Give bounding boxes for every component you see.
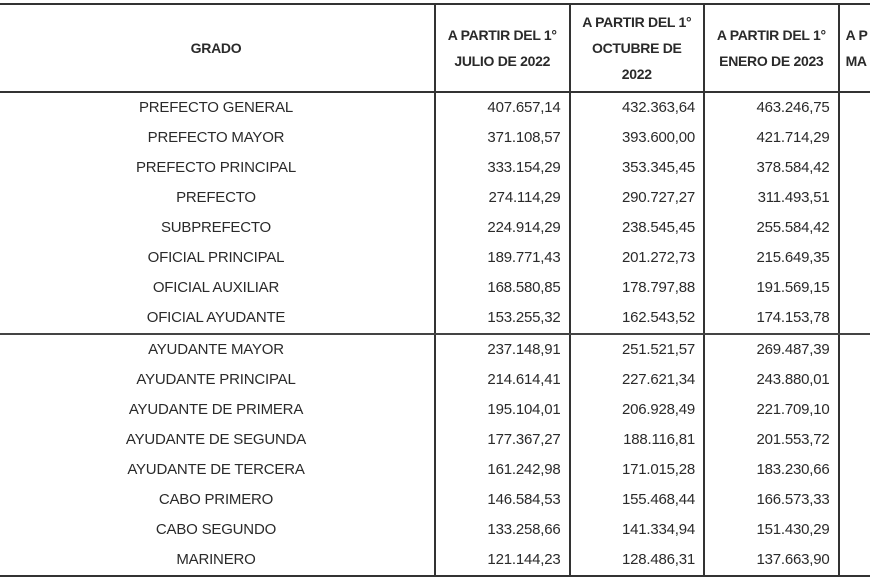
cell-grado: AYUDANTE PRINCIPAL [0, 365, 435, 395]
cell-partial [839, 213, 870, 243]
cell-julio-2022: 224.914,29 [435, 213, 570, 243]
header-line: ENERO DE 2023 [719, 53, 824, 69]
salary-table-container [0, 3, 870, 577]
cell-octubre-2022: 238.545,45 [570, 213, 705, 243]
cell-julio-2022: 189.771,43 [435, 243, 570, 273]
cell-julio-2022: 133.258,66 [435, 515, 570, 545]
header-enero-2023 [704, 4, 839, 92]
cell-grado: AYUDANTE DE PRIMERA [0, 395, 435, 425]
cell-julio-2022: 237.148,91 [435, 334, 570, 365]
cell-julio-2022: 121.144,23 [435, 545, 570, 576]
table-row [0, 334, 870, 365]
table-row [0, 213, 870, 243]
cell-enero-2023: 166.573,33 [704, 485, 839, 515]
cell-grado: PREFECTO [0, 183, 435, 213]
header-line: A PARTIR DEL 1° [447, 27, 557, 43]
cell-julio-2022: 177.367,27 [435, 425, 570, 455]
cell-partial [839, 425, 870, 455]
cell-grado: OFICIAL AUXILIAR [0, 273, 435, 303]
cell-enero-2023: 243.880,01 [704, 365, 839, 395]
cell-grado: OFICIAL PRINCIPAL [0, 243, 435, 273]
cell-partial [839, 303, 870, 334]
cell-octubre-2022: 290.727,27 [570, 183, 705, 213]
cell-julio-2022: 146.584,53 [435, 485, 570, 515]
header-grado [0, 4, 435, 92]
cell-partial [839, 123, 870, 153]
table-row [0, 243, 870, 273]
cell-enero-2023: 151.430,29 [704, 515, 839, 545]
header-line: A PARTIR DEL 1° [716, 27, 826, 43]
cell-octubre-2022: 432.363,64 [570, 92, 705, 123]
cell-enero-2023: 311.493,51 [704, 183, 839, 213]
cell-octubre-2022: 162.543,52 [570, 303, 705, 334]
cell-partial [839, 273, 870, 303]
salary-table [0, 3, 870, 577]
cell-grado: PREFECTO MAYOR [0, 123, 435, 153]
cell-grado: MARINERO [0, 545, 435, 576]
cell-enero-2023: 183.230,66 [704, 455, 839, 485]
cell-grado: PREFECTO PRINCIPAL [0, 153, 435, 183]
cell-enero-2023: 269.487,39 [704, 334, 839, 365]
cell-partial [839, 243, 870, 273]
cell-partial [839, 545, 870, 576]
cell-partial [839, 183, 870, 213]
cell-partial [839, 92, 870, 123]
header-julio-2022 [435, 4, 570, 92]
table-row [0, 92, 870, 123]
cell-partial [839, 395, 870, 425]
header-line: JULIO DE 2022 [454, 53, 551, 69]
cell-octubre-2022: 155.468,44 [570, 485, 705, 515]
cell-grado: SUBPREFECTO [0, 213, 435, 243]
cell-octubre-2022: 353.345,45 [570, 153, 705, 183]
cell-julio-2022: 168.580,85 [435, 273, 570, 303]
table-row [0, 455, 870, 485]
table-row [0, 123, 870, 153]
cell-enero-2023: 215.649,35 [704, 243, 839, 273]
cell-partial [839, 485, 870, 515]
cell-partial [839, 515, 870, 545]
cell-partial [839, 153, 870, 183]
cell-octubre-2022: 251.521,57 [570, 334, 705, 365]
cell-grado: CABO PRIMERO [0, 485, 435, 515]
cell-julio-2022: 161.242,98 [435, 455, 570, 485]
table-body [0, 92, 870, 576]
cell-enero-2023: 174.153,78 [704, 303, 839, 334]
cell-octubre-2022: 141.334,94 [570, 515, 705, 545]
header-grado-label: GRADO [190, 40, 242, 56]
cell-octubre-2022: 188.116,81 [570, 425, 705, 455]
table-row [0, 395, 870, 425]
table-row [0, 365, 870, 395]
cell-julio-2022: 333.154,29 [435, 153, 570, 183]
header-line: A P [845, 27, 868, 43]
cell-enero-2023: 137.663,90 [704, 545, 839, 576]
table-row [0, 303, 870, 334]
header-line: OCTUBRE DE [591, 40, 682, 56]
cell-grado: OFICIAL AYUDANTE [0, 303, 435, 334]
cell-enero-2023: 421.714,29 [704, 123, 839, 153]
cell-octubre-2022: 206.928,49 [570, 395, 705, 425]
cell-octubre-2022: 178.797,88 [570, 273, 705, 303]
cell-julio-2022: 153.255,32 [435, 303, 570, 334]
cell-grado: AYUDANTE DE SEGUNDA [0, 425, 435, 455]
cell-julio-2022: 407.657,14 [435, 92, 570, 123]
table-row [0, 485, 870, 515]
cell-grado: CABO SEGUNDO [0, 515, 435, 545]
table-row [0, 515, 870, 545]
header-line: MA [845, 53, 867, 69]
header-octubre-2022 [570, 4, 705, 92]
cell-julio-2022: 214.614,41 [435, 365, 570, 395]
header-line: 2022 [621, 66, 652, 82]
cell-partial [839, 334, 870, 365]
cell-enero-2023: 255.584,42 [704, 213, 839, 243]
header-line: A PARTIR DEL 1° [582, 14, 692, 30]
cell-octubre-2022: 201.272,73 [570, 243, 705, 273]
cell-octubre-2022: 227.621,34 [570, 365, 705, 395]
table-row [0, 153, 870, 183]
cell-partial [839, 365, 870, 395]
table-row [0, 183, 870, 213]
cell-enero-2023: 463.246,75 [704, 92, 839, 123]
table-row [0, 425, 870, 455]
cell-grado: AYUDANTE DE TERCERA [0, 455, 435, 485]
cell-enero-2023: 378.584,42 [704, 153, 839, 183]
cell-octubre-2022: 393.600,00 [570, 123, 705, 153]
table-row [0, 545, 870, 576]
table-row [0, 273, 870, 303]
cell-julio-2022: 274.114,29 [435, 183, 570, 213]
cell-partial [839, 455, 870, 485]
cell-julio-2022: 195.104,01 [435, 395, 570, 425]
cell-julio-2022: 371.108,57 [435, 123, 570, 153]
cell-enero-2023: 221.709,10 [704, 395, 839, 425]
cell-enero-2023: 201.553,72 [704, 425, 839, 455]
table-header-row [0, 4, 870, 92]
header-partial-column [839, 4, 870, 92]
cell-octubre-2022: 128.486,31 [570, 545, 705, 576]
cell-octubre-2022: 171.015,28 [570, 455, 705, 485]
cell-enero-2023: 191.569,15 [704, 273, 839, 303]
cell-grado: AYUDANTE MAYOR [0, 334, 435, 365]
cell-grado: PREFECTO GENERAL [0, 92, 435, 123]
